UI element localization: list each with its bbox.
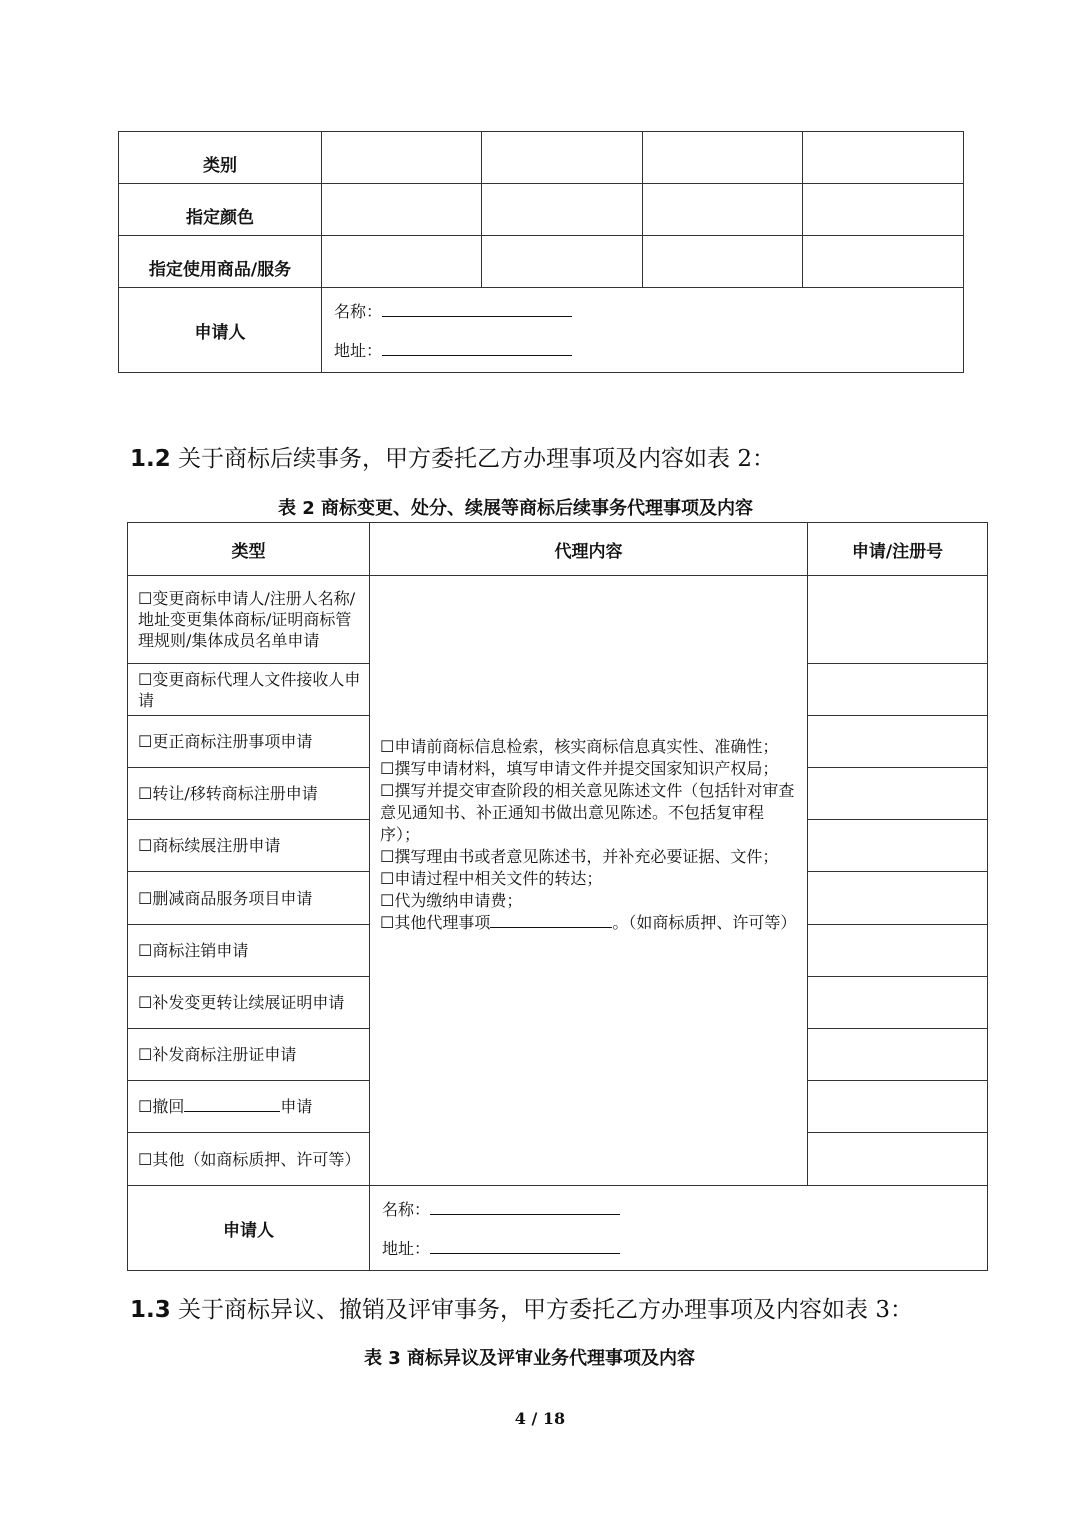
type-option-correction[interactable]: ☐更正商标注册事项申请: [128, 716, 370, 768]
type-option-other[interactable]: ☐其他（如商标质押、许可等）: [128, 1133, 370, 1186]
color-value-cell[interactable]: [322, 184, 482, 236]
type-option-cancellation[interactable]: ☐商标注销申请: [128, 925, 370, 977]
table-row: [128, 576, 988, 664]
type-header: 类型: [128, 523, 370, 576]
address-blank[interactable]: [430, 1239, 620, 1254]
type-option-withdraw[interactable]: [128, 1081, 370, 1133]
type-option-transfer[interactable]: ☐转让/移转商标注册申请: [128, 768, 370, 820]
reg-number-cell[interactable]: [808, 716, 988, 768]
content-item-other[interactable]: [380, 912, 799, 934]
reg-number-cell[interactable]: [808, 820, 988, 872]
section-text: 关于商标后续事务，甲方委托乙方办理事项及内容如表 2：: [170, 446, 776, 472]
content-item-reasons[interactable]: ☐撰写理由书或者意见陈述书，并补充必要证据、文件；: [380, 847, 779, 866]
goods-value-cell[interactable]: [803, 236, 964, 288]
table2-caption: 表 2 商标变更、处分、续展等商标后续事务代理事项及内容: [278, 498, 754, 519]
type-option-reissue-registration[interactable]: ☐补发商标注册证申请: [128, 1029, 370, 1081]
color-value-cell[interactable]: [482, 184, 643, 236]
reg-number-cell[interactable]: [808, 872, 988, 925]
content-header: 代理内容: [370, 523, 808, 576]
name-blank[interactable]: [430, 1200, 620, 1215]
follow-up-affairs-table: [127, 522, 988, 1271]
goods-value-cell[interactable]: [322, 236, 482, 288]
goods-value-cell[interactable]: [643, 236, 803, 288]
section-number: 1.3: [130, 1297, 171, 1323]
trademark-info-table: [118, 131, 964, 373]
reg-number-cell[interactable]: [808, 768, 988, 820]
content-item-transfer[interactable]: ☐申请过程中相关文件的转达；: [380, 869, 603, 888]
applicant-address-line: [382, 1236, 987, 1259]
type-option-change-name[interactable]: ☐变更商标申请人/注册人名称/地址变更集体商标/证明商标管理规则/集体成员名单申请: [128, 576, 370, 664]
address-blank[interactable]: [382, 341, 572, 356]
reg-number-cell[interactable]: [808, 977, 988, 1029]
class-value-cell[interactable]: [482, 132, 643, 184]
address-label: 地址：: [334, 341, 383, 360]
color-value-cell[interactable]: [803, 184, 964, 236]
table-row: [119, 132, 964, 184]
withdraw-suffix: 申请: [280, 1097, 313, 1116]
class-label: 类别: [119, 132, 322, 184]
reg-number-cell[interactable]: [808, 1133, 988, 1186]
goods-services-label: 指定使用商品/服务: [119, 236, 322, 288]
number-header: 申请/注册号: [808, 523, 988, 576]
applicant-name-line: [334, 299, 963, 322]
section-number: 1.2: [130, 446, 171, 472]
content-other-blank[interactable]: [490, 913, 612, 928]
content-item-materials[interactable]: ☐撰写申请材料，填写申请文件并提交国家知识产权局；: [380, 759, 779, 778]
address-label: 地址：: [382, 1239, 431, 1258]
table-row: [128, 1186, 988, 1271]
class-value-cell[interactable]: [643, 132, 803, 184]
withdraw-label: ☐撤回: [138, 1097, 185, 1116]
color-value-cell[interactable]: [643, 184, 803, 236]
class-value-cell[interactable]: [322, 132, 482, 184]
reg-number-cell[interactable]: [808, 1081, 988, 1133]
withdraw-blank[interactable]: [184, 1097, 280, 1112]
type-option-renewal[interactable]: ☐商标续展注册申请: [128, 820, 370, 872]
section-1-2-heading: [130, 440, 775, 473]
applicant-label: 申请人: [128, 1186, 370, 1271]
applicant-address-line: [334, 338, 963, 361]
class-value-cell[interactable]: [803, 132, 964, 184]
applicant-cell: [322, 288, 964, 373]
reg-number-cell[interactable]: [808, 664, 988, 716]
type-option-reissue-certificate[interactable]: ☐补发变更转让续展证明申请: [128, 977, 370, 1029]
table-row: [119, 184, 964, 236]
applicant-name-line: [382, 1197, 987, 1220]
section-1-3-heading: [130, 1291, 913, 1324]
reg-number-cell[interactable]: [808, 1029, 988, 1081]
reg-number-cell[interactable]: [808, 925, 988, 977]
table-row: [119, 288, 964, 373]
content-other-suffix: 。（如商标质押、许可等）: [612, 913, 797, 932]
section-text: 关于商标异议、撤销及评审事务，甲方委托乙方办理事项及内容如表 3：: [170, 1297, 914, 1323]
table-header-row: [128, 523, 988, 576]
reg-number-cell[interactable]: [808, 576, 988, 664]
content-other-label: ☐其他代理事项: [380, 913, 491, 932]
agency-content-cell: [370, 576, 808, 1186]
name-label: 名称：: [382, 1200, 431, 1219]
content-item-search[interactable]: ☐申请前商标信息检索，核实商标信息真实性、准确性；: [380, 737, 779, 756]
applicant-label: 申请人: [119, 288, 322, 373]
applicant-cell: [370, 1186, 988, 1271]
color-label: 指定颜色: [119, 184, 322, 236]
content-item-opinion[interactable]: ☐撰写并提交审查阶段的相关意见陈述文件（包括针对审查意见通知书、补正通知书做出意见陈述。不包括复审程序）；: [380, 781, 795, 844]
table3-caption: 表 3 商标异议及评审业务代理事项及内容: [364, 1348, 696, 1369]
page-number: 4 / 18: [514, 1409, 566, 1428]
table-row: [119, 236, 964, 288]
goods-value-cell[interactable]: [482, 236, 643, 288]
type-option-reduce-goods[interactable]: ☐删减商品服务项目申请: [128, 872, 370, 925]
content-item-fees[interactable]: ☐代为缴纳申请费；: [380, 891, 523, 910]
name-blank[interactable]: [382, 302, 572, 317]
type-option-change-agent[interactable]: ☐变更商标代理人文件接收人申请: [128, 664, 370, 716]
name-label: 名称：: [334, 302, 383, 321]
